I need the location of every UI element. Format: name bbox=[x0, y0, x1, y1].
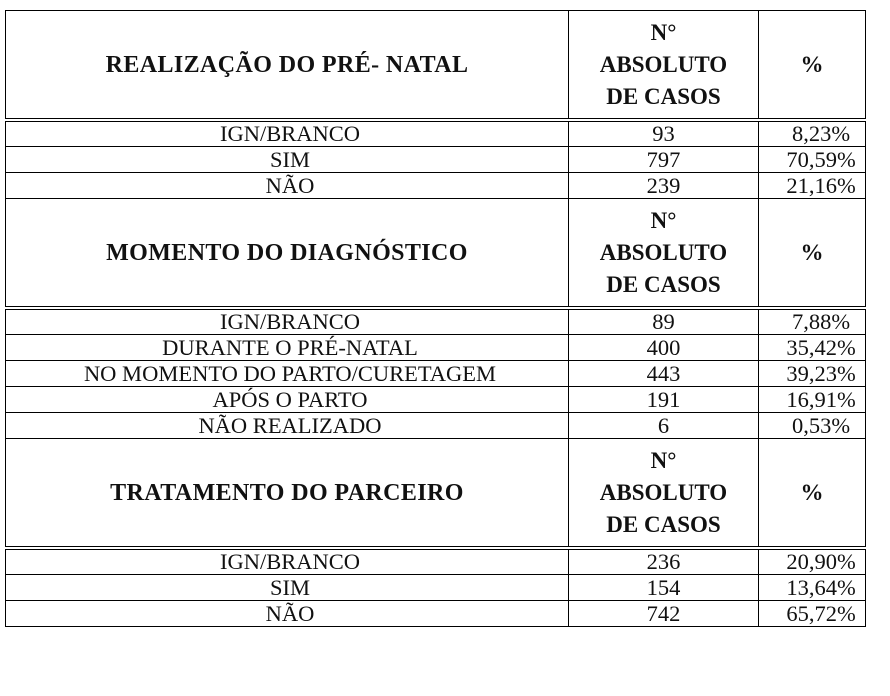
header-line: DE CASOS bbox=[606, 83, 721, 109]
row-count: 443 bbox=[569, 361, 759, 387]
section-diagnostico bbox=[6, 199, 866, 439]
table-row bbox=[6, 147, 866, 173]
section-title: REALIZAÇÃO DO PRÉ- NATAL bbox=[6, 11, 569, 121]
section-parceiro bbox=[6, 439, 866, 627]
row-label: DURANTE O PRÉ-NATAL bbox=[6, 335, 569, 361]
header-line: ABSOLUTO bbox=[599, 51, 728, 77]
row-percent: 8,23% bbox=[759, 120, 866, 147]
row-count: 154 bbox=[569, 575, 759, 601]
row-label: SIM bbox=[6, 147, 569, 173]
row-count: 797 bbox=[569, 147, 759, 173]
table-row bbox=[6, 335, 866, 361]
row-label: IGN/BRANCO bbox=[6, 308, 569, 335]
table-row bbox=[6, 387, 866, 413]
header-line: N° bbox=[650, 19, 677, 45]
row-label: NÃO REALIZADO bbox=[6, 413, 569, 439]
row-count: 236 bbox=[569, 548, 759, 575]
row-label: NÃO bbox=[6, 173, 569, 199]
row-percent: 0,53% bbox=[759, 413, 866, 439]
table-row bbox=[6, 413, 866, 439]
section-title: TRATAMENTO DO PARCEIRO bbox=[6, 439, 569, 549]
row-percent: 7,88% bbox=[759, 308, 866, 335]
table-row bbox=[6, 548, 866, 575]
count-column-header bbox=[569, 439, 759, 549]
row-count: 6 bbox=[569, 413, 759, 439]
header-line: ABSOLUTO bbox=[599, 239, 728, 265]
count-column-header bbox=[569, 11, 759, 121]
row-percent: 21,16% bbox=[759, 173, 866, 199]
section-prenatal bbox=[6, 11, 866, 199]
row-percent: 70,59% bbox=[759, 147, 866, 173]
percent-column-header: % bbox=[759, 439, 866, 549]
row-label: SIM bbox=[6, 575, 569, 601]
row-count: 89 bbox=[569, 308, 759, 335]
row-count: 239 bbox=[569, 173, 759, 199]
row-label: NÃO bbox=[6, 601, 569, 627]
table-row bbox=[6, 308, 866, 335]
table-row bbox=[6, 361, 866, 387]
row-count: 400 bbox=[569, 335, 759, 361]
row-percent: 39,23% bbox=[759, 361, 866, 387]
section-header bbox=[6, 199, 866, 309]
section-title: MOMENTO DO DIAGNÓSTICO bbox=[6, 199, 569, 309]
row-percent: 65,72% bbox=[759, 601, 866, 627]
table-row bbox=[6, 575, 866, 601]
row-label: APÓS O PARTO bbox=[6, 387, 569, 413]
section-header bbox=[6, 11, 866, 121]
row-count: 191 bbox=[569, 387, 759, 413]
row-count: 93 bbox=[569, 120, 759, 147]
header-line: N° bbox=[650, 447, 677, 473]
row-label: IGN/BRANCO bbox=[6, 120, 569, 147]
data-table bbox=[5, 10, 866, 627]
header-line: DE CASOS bbox=[606, 271, 721, 297]
section-header bbox=[6, 439, 866, 549]
header-line: ABSOLUTO bbox=[599, 479, 728, 505]
row-percent: 16,91% bbox=[759, 387, 866, 413]
row-percent: 20,90% bbox=[759, 548, 866, 575]
row-label: IGN/BRANCO bbox=[6, 548, 569, 575]
table-row bbox=[6, 601, 866, 627]
row-count: 742 bbox=[569, 601, 759, 627]
row-percent: 35,42% bbox=[759, 335, 866, 361]
header-line: DE CASOS bbox=[606, 511, 721, 537]
table-row bbox=[6, 173, 866, 199]
header-line: N° bbox=[650, 207, 677, 233]
percent-column-header: % bbox=[759, 11, 866, 121]
row-percent: 13,64% bbox=[759, 575, 866, 601]
count-column-header bbox=[569, 199, 759, 309]
percent-column-header: % bbox=[759, 199, 866, 309]
table-row bbox=[6, 120, 866, 147]
row-label: NO MOMENTO DO PARTO/CURETAGEM bbox=[6, 361, 569, 387]
